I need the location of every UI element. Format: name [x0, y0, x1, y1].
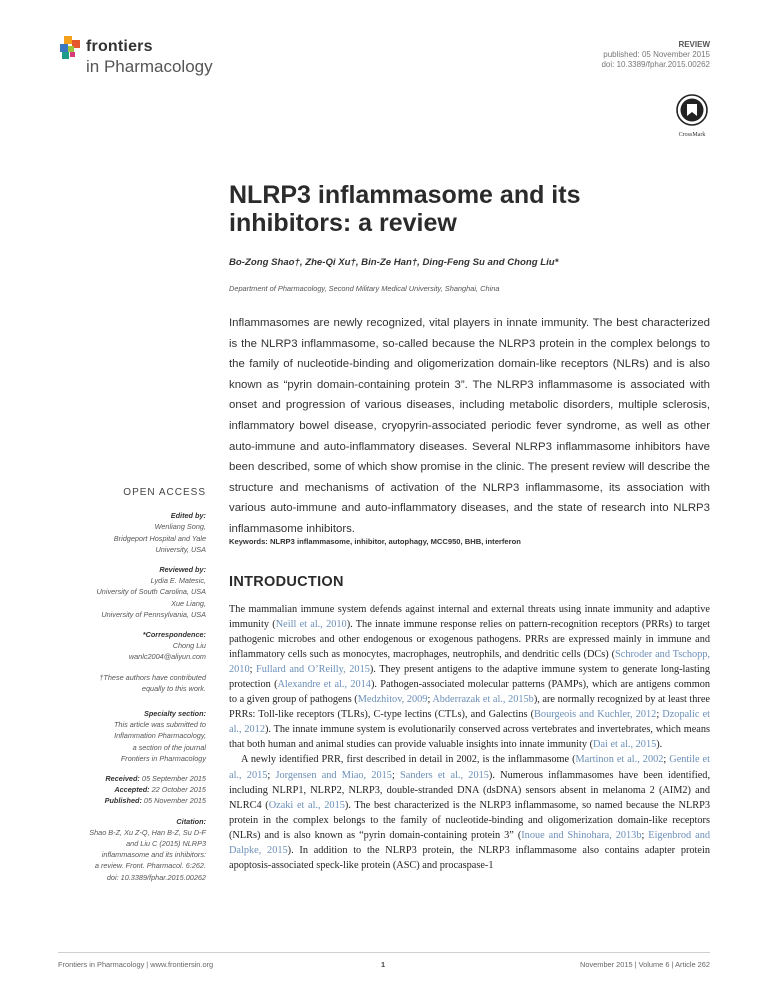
citation-link[interactable]: Jorgensen and Miao, 2015 — [275, 769, 392, 781]
footer-journal[interactable]: Frontiers in Pharmacology | www.frontiersin.org — [58, 960, 214, 969]
correspondence-label: *Correspondence: — [142, 630, 206, 640]
citation-line: and Liu C (2015) NLRP3 — [126, 839, 206, 849]
citation-line: a review. Front. Pharmacol. 6:262. — [94, 861, 206, 871]
keywords — [229, 537, 521, 546]
citation-link[interactable]: Alexandre et al., 2014 — [277, 679, 371, 691]
specialty-line: a section of the journal — [132, 742, 206, 752]
abstract: Inflammasomes are newly recognized, vital players in innate immunity. The best characterized is the NLRP3 inflammasome, so-called because the NLRP3 protein in the complex belongs to the family of nucleotide-binding and oligomerization domain-like receptors (NLRs) and is also known as “pyrin domain-containing protein 3”. The NLRP3 inflammasome is associated with onset and progression of various diseases, including metabolic disorders, multiple sclerosis, inflammatory bowel disease, cryopyrin-associated periodic fever syndrome, as well as other auto-immune and auto-inflammatory diseases. Several NLRP3 inflammasome inhibitors have been described, some of which show promise in the clinic. The present review will describe the structure and mechanisms of activation of the NLRP3 inflammasome, its association with various auto-immune and auto-inflammatory diseases, and the state of research into NLRP3 inflammasome inhibitors. — [229, 317, 710, 535]
crossmark-icon — [676, 94, 708, 126]
citation-link[interactable]: Martinon et al., 2002 — [575, 754, 664, 766]
reviewer-line: University of South Carolina, USA — [96, 587, 206, 597]
citation-link[interactable]: Dzopalic et al., 2012 — [229, 709, 711, 736]
doi-link[interactable]: doi: 10.3389/fphar.2015.00262 — [601, 60, 710, 69]
paragraph-2: A newly identified PRR, first described in detail in 2002, is the inflammasome (Martinon et al., 2002; Gentile et al., 2015; Jorgensen and Miao, 2015; Sanders et al., 2015). Numerous inflammasomes have been identified, including NLRP1, NLRP2, NLRP3, double-stranded DNA (dsDNA) sensors absent in melanoma 2 (AIM2) and NLRC4 (Ozaki et al., 2015). The best characterized is the NLRP3 inflammasome, so named because the NLRP3 protein in the complex belongs to the family of nucleotide-binding and oligomerization domain-like receptors (NLRs) and is also known as “pyrin domain-containing protein 3” (Inoue and Shinohara, 2013b; Eigenbrod and Dalpke, 2015). In addition to the NLRP3 protein, the NLRP3 inflammasome also contains adapter protein apoptosis-associated speck-like protein (ASC) and procaspase-1 — [229, 754, 711, 871]
specialty-line: Inflammation Pharmacology, — [114, 731, 206, 741]
crossmark-badge[interactable] — [674, 94, 710, 138]
logo-subtitle: in Pharmacology — [86, 57, 213, 76]
citation-block — [46, 816, 206, 883]
body-text — [229, 602, 710, 873]
keywords-label: Keywords: — [229, 537, 268, 546]
reviewed-by-block — [46, 564, 206, 620]
specialty-block — [46, 708, 206, 764]
article-sidebar — [46, 487, 206, 892]
citation-link[interactable]: Dai et al., 2015 — [593, 739, 657, 751]
citation-link[interactable]: Bourgeois and Kuchler, 2012 — [534, 709, 657, 721]
article-type: REVIEW — [678, 40, 710, 49]
correspondence-email[interactable]: wanlc2004@aliyun.com — [128, 652, 206, 662]
editor-line: University, USA — [155, 544, 206, 554]
citation-link[interactable]: Sanders et al., 2015 — [400, 769, 489, 781]
published-label: Published: — [104, 796, 142, 806]
citation-link[interactable]: Neill et al., 2010 — [275, 619, 347, 631]
reviewer-line: Lydia E. Matesic, — [150, 576, 206, 586]
reviewed-by-label: Reviewed by: — [159, 565, 206, 575]
keywords-list: NLRP3 inflammasome, inhibitor, autophagy, MCC950, BHB, interferon — [269, 537, 521, 546]
received-label: Received: — [105, 774, 140, 784]
editor-line: Wenliang Song, — [154, 522, 206, 532]
open-access-label: OPEN ACCESS — [123, 487, 206, 498]
citation-link[interactable]: Abderrazak et al., 2015b — [432, 694, 534, 706]
correspondence-name: Chong Liu — [172, 641, 206, 651]
editor-line: Bridgeport Hospital and Yale — [113, 533, 206, 543]
reviewer-line: Xue Liang, — [171, 598, 206, 608]
citation-link[interactable]: Inoue and Shinohara, 2013b — [521, 829, 642, 841]
author-list: Bo-Zong Shao†, Zhe-Qi Xu†, Bin-Ze Han†, Ding-Feng Su and Chong Liu* — [229, 257, 559, 268]
dates-block — [46, 773, 206, 807]
equal-contribution-note — [46, 672, 206, 694]
citation-link[interactable]: Schroder and Tschopp, 2010 — [229, 649, 710, 676]
citation-link[interactable]: Eigenbrod and Dalpke, 2015 — [229, 829, 710, 856]
published-date-sidebar — [46, 795, 206, 806]
frontiers-logo-icon — [58, 36, 84, 64]
page-number: 1 — [381, 960, 386, 969]
article-meta — [601, 40, 710, 70]
note-line: equally to this work. — [141, 683, 206, 693]
citation-link[interactable]: Fullard and O’Reilly, 2015 — [256, 664, 370, 676]
accepted-value: 22 October 2015 — [151, 785, 206, 795]
affiliation: Department of Pharmacology, Second Military Medical University, Shanghai, China — [229, 284, 500, 293]
published-value: 05 November 2015 — [143, 796, 206, 806]
accepted-date — [46, 784, 206, 795]
note-line: †These authors have contributed — [99, 672, 206, 682]
specialty-label: Specialty section: — [143, 709, 206, 719]
citation-line: inflammasome and its inhibitors: — [101, 850, 206, 860]
footer-divider — [58, 952, 710, 953]
citation-line: doi: 10.3389/fphar.2015.00262 — [106, 872, 206, 882]
edited-by-block — [46, 510, 206, 555]
correspondence-block — [46, 629, 206, 663]
logo-title: frontiers — [86, 38, 153, 55]
received-date — [46, 773, 206, 784]
received-value: 05 September 2015 — [141, 774, 206, 784]
footer-volume: November 2015 | Volume 6 | Article 262 — [580, 960, 710, 969]
specialty-line: This article was submitted to — [113, 720, 206, 730]
paragraph-1: The mammalian immune system defends against internal and external threats using innate immunity and adaptive immunity (Neill et al., 2010). The innate immune response relies on pattern-recognition receptors (PRRs) to target pathogenic microbes and other endogenous or exogenous pathogens. PRRs are expressed mainly in immune and inflammatory cells such as monocytes, macrophages, neutrophils, and dendritic cells (DCs) (Schroder and Tschopp, 2010; Fullard and O’Reilly, 2015). They present antigens to the adaptive immune system to generate long-lasting protection (Alexandre et al., 2014). Pathogen-associated molecular patterns (PAMPs), which are antigens common to a given group of pathogens (Medzhitov, 2009; Abderrazak et al., 2015b), are normally recognized by at least three PRRs: Toll-like receptors (TLRs), C-type lectins (CTLs), and Galectins (Bourgeois and Kuchler, 2012; Dzopalic et al., 2012). The innate immune system is evolutionarily conserved across vertebrates and invertebrates, which means that both human and animal studies can provide valuable insights into innate immunity (Dai et al., 2015). — [229, 604, 711, 751]
citation-link[interactable]: Gentile et al., 2015 — [229, 754, 710, 781]
citation-label: Citation: — [176, 816, 206, 826]
published-date: published: 05 November 2015 — [603, 50, 710, 59]
edited-by-label: Edited by: — [170, 511, 206, 521]
reviewer-line: University of Pennsylvania, USA — [101, 609, 206, 619]
citation-link[interactable]: Medzhitov, 2009 — [357, 694, 428, 706]
journal-logo[interactable] — [58, 34, 238, 80]
section-heading-introduction: INTRODUCTION — [229, 574, 344, 590]
citation-link[interactable]: Ozaki et al., 2015 — [268, 799, 345, 811]
accepted-label: Accepted: — [114, 785, 150, 795]
specialty-line: Frontiers in Pharmacology — [120, 753, 206, 763]
crossmark-label: CrossMark — [678, 132, 706, 138]
article-title: NLRP3 inflammasome and its inhibitors: a review — [229, 181, 581, 237]
citation-line: Shao B-Z, Xu Z-Q, Han B-Z, Su D-F — [89, 827, 206, 837]
